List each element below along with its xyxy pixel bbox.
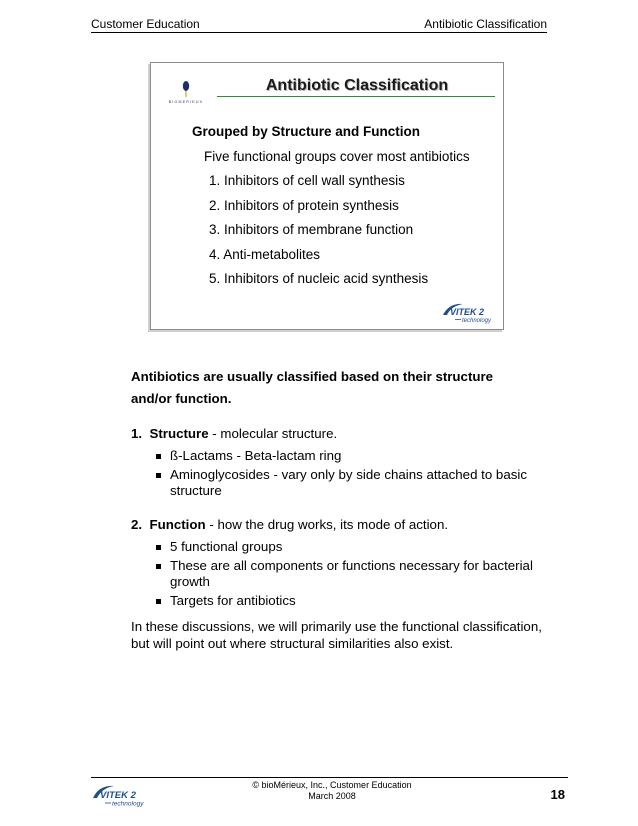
section-title: Structure xyxy=(149,426,209,441)
header-rule xyxy=(91,32,547,33)
section-title-row xyxy=(131,514,570,536)
bullet-item: 5 functional groups xyxy=(131,539,570,556)
slide-title: Antibiotic Classification xyxy=(265,77,449,94)
vitek-logo-tagline: technology xyxy=(462,318,492,324)
section-desc: - how the drug works, its mode of action. xyxy=(205,517,449,532)
vitek-logo xyxy=(441,301,501,327)
list-item: 5. Inhibitors of nucleic acid synthesis xyxy=(209,271,429,287)
section-title-row xyxy=(131,423,570,445)
list-item: 2. Inhibitors of protein synthesis xyxy=(209,197,399,213)
bullet-item: Aminoglycosides - vary only by side chains attached to basic structure xyxy=(131,467,570,500)
closing-paragraph: In these discussions, we will primarily use the functional classification, but will point out where structural similarities also exist. xyxy=(131,619,542,651)
vitek-logo-tagline: technology xyxy=(112,800,144,808)
section-title: Function xyxy=(149,517,206,532)
section-number: 1. xyxy=(131,426,143,441)
slide-title-rule xyxy=(217,96,495,97)
footer-text xyxy=(200,780,464,802)
bullet-item: ß-Lactams - Beta-lactam ring xyxy=(131,448,570,465)
list-item: 1. Inhibitors of cell wall synthesis xyxy=(209,173,405,188)
biomerieux-logo xyxy=(161,77,211,105)
vitek-logo xyxy=(91,783,155,811)
bullet-item: These are all components or functions necessary for bacterial growth xyxy=(131,558,570,591)
section-structure xyxy=(131,423,570,500)
footer-date: March 2008 xyxy=(308,791,356,801)
header-left-text: Customer Education xyxy=(91,17,200,31)
page-number: 18 xyxy=(550,787,565,802)
structure-bullets xyxy=(131,448,570,500)
slide-heading: Grouped by Structure and Function xyxy=(192,124,421,139)
vitek-logo-name: VITEK 2 xyxy=(450,307,485,317)
slide-subheading: Five functional groups cover most antibiotics xyxy=(204,149,470,164)
vitek-logo-name: VITEK 2 xyxy=(100,790,136,801)
section-function xyxy=(131,514,570,610)
section-number: 2. xyxy=(131,517,143,532)
footer-copyright: © bioMérieux, Inc., Customer Education xyxy=(252,780,412,790)
functional-groups-list xyxy=(209,173,428,296)
list-item: 4. Anti-metabolites xyxy=(209,246,321,262)
header-right-text: Antibiotic Classification xyxy=(424,17,547,31)
section-desc: - molecular structure. xyxy=(208,426,338,441)
bullet-item: Targets for antibiotics xyxy=(131,593,570,610)
function-bullets xyxy=(131,539,570,610)
slide-thumbnail xyxy=(150,62,504,330)
list-item: 3. Inhibitors of membrane function xyxy=(209,222,414,238)
intro-paragraph: Antibiotics are usually classified based on their structure and/or function. xyxy=(131,369,494,406)
footer-rule xyxy=(91,777,568,778)
logo-wordmark: BIOMERIEUX xyxy=(168,100,204,104)
